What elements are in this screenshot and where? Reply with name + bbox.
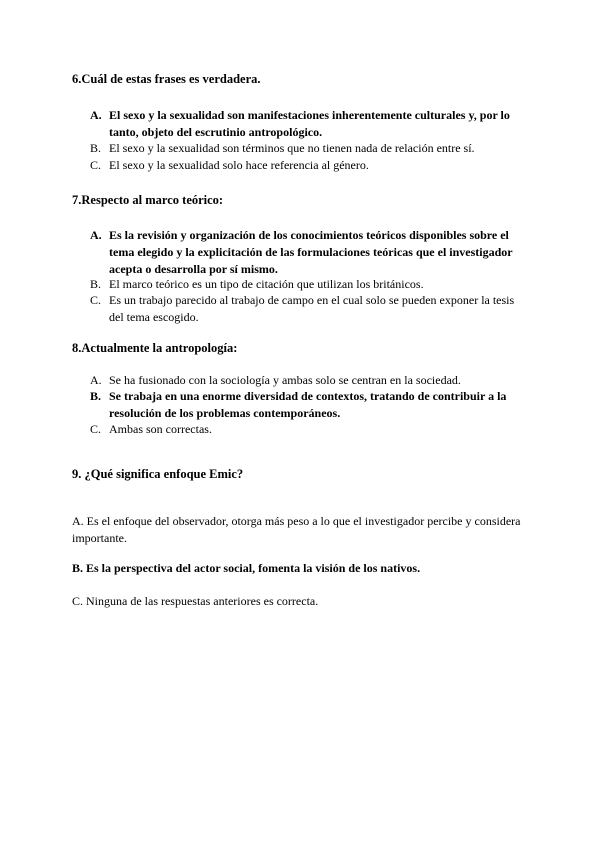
option-letter: C.	[90, 158, 102, 172]
option-text: El sexo y la sexualidad solo hace referencia al género.	[109, 158, 369, 172]
question-9-answer-b: B. Es la perspectiva del actor social, fomenta la visión de los nativos.	[72, 561, 421, 575]
question-6-option-b	[90, 140, 530, 157]
option-text: Se ha fusionado con la sociología y ambas solo se centran en la sociedad.	[109, 373, 461, 387]
option-letter: B.	[90, 389, 102, 403]
option-text: Es la revisión y organización de los conocimientos teóricos disponibles sobre el tema elegido y la explicitación de las formulaciones teóricas que el investigador acepta o desarrolla por sí mismo.	[109, 228, 513, 276]
question-7-option-a	[90, 227, 530, 278]
option-letter: C.	[90, 422, 102, 436]
option-letter: A.	[90, 108, 102, 122]
question-8-option-b	[90, 388, 530, 422]
question-8-option-c	[90, 421, 530, 438]
question-6-option-c	[90, 157, 530, 174]
option-text: El sexo y la sexualidad son manifestaciones inherentemente culturales y, por lo tanto, objeto del escrutinio antropológico.	[109, 108, 510, 139]
question-7-option-c	[90, 292, 530, 326]
option-letter: C.	[90, 293, 102, 307]
option-letter: B.	[90, 141, 102, 155]
option-text: El sexo y la sexualidad son términos que no tienen nada de relación entre sí.	[109, 141, 475, 155]
question-8-title: 8.Actualmente la antropología:	[72, 341, 238, 355]
question-8-option-a	[90, 372, 530, 389]
question-9-answer-a: A. Es el enfoque del observador, otorga más peso a lo que el investigador percibe y considera importante.	[72, 514, 521, 545]
question-7-title: 7.Respecto al marco teórico:	[72, 193, 224, 207]
option-text: El marco teórico es un tipo de citación que utilizan los británicos.	[109, 277, 424, 291]
question-6-option-a	[90, 107, 530, 141]
question-9-answer-c: C. Ninguna de las respuestas anteriores es correcta.	[72, 594, 319, 608]
option-text: Se trabaja en una enorme diversidad de contextos, tratando de contribuir a la resolución de los problemas contemporáneos.	[109, 389, 507, 420]
option-letter: A.	[90, 228, 102, 242]
option-text: Es un trabajo parecido al trabajo de campo en el cual solo se pueden exponer la tesis del tema escogido.	[109, 293, 515, 324]
question-7-option-b	[90, 276, 530, 293]
option-text: Ambas son correctas.	[109, 422, 212, 436]
question-9-title: 9. ¿Qué significa enfoque Emic?	[72, 467, 244, 481]
option-letter: A.	[90, 373, 102, 387]
option-letter: B.	[90, 277, 102, 291]
question-6-title: 6.Cuál de estas frases es verdadera.	[72, 72, 261, 86]
